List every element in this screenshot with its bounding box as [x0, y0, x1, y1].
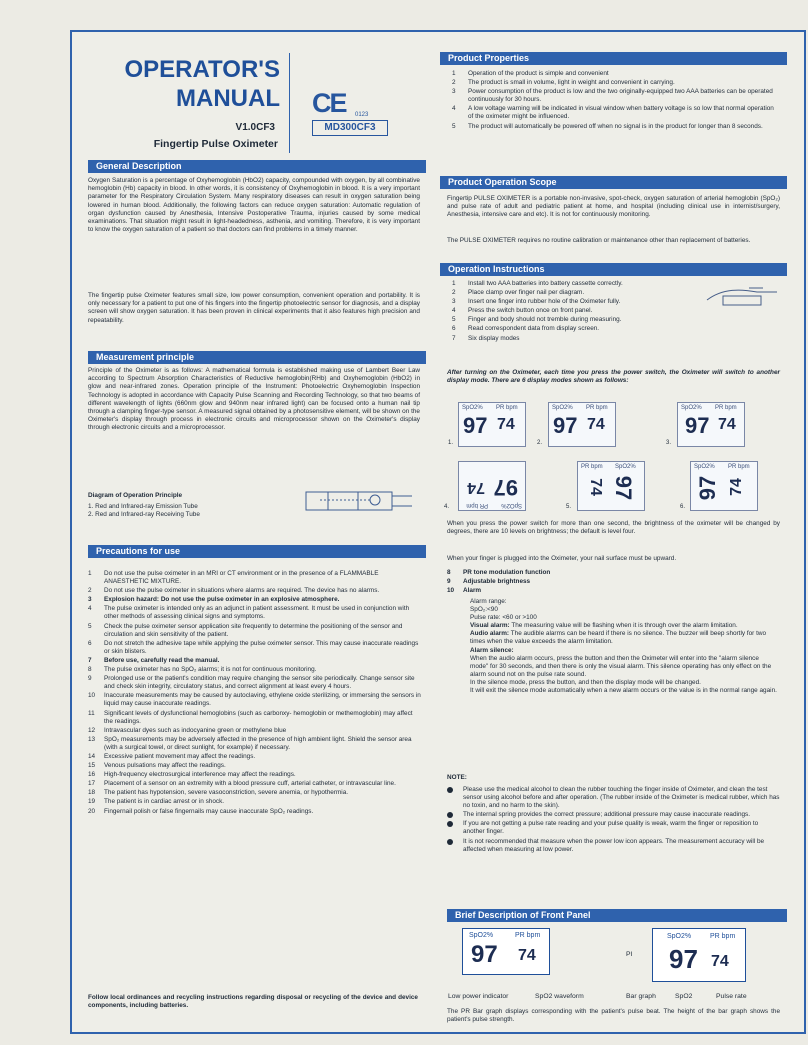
measurement-principle-p1: Principle of the Oximeter is as follows: A mathematical formula is established making use of Lambert Beer Law according to Spectrum Absorption Characteristics of Reductive hemoglobin(RHb) and Oxyhemoglobin (HbO2) in glow and near-infrared zones. Operation principle of the Instrument: Photoelectric Oxyhemoglobin Inspection Technology is adopted in accordance with Capacity Pulse Scanning and Recording Technology, so that two beams of different wavelength of lights (660nm glow and 940nm near infrared light) can be focused onto a human nail tip through a clamping finger-type sensor. A measured signal obtained by a photosensitive element, will be shown on the Oximeter's display through process in electronic circuits and microprocessor shown on the Oximeter's display through electronic circuits and a microprocessor. [88, 367, 420, 432]
measurement-principle-header: Measurement principle [88, 351, 426, 364]
note-item: If you are not getting a pulse rate reading and your pulse quality is weak, warm the finger or reposition to another finger. [447, 820, 780, 836]
instruction-item: 3 Insert one finger into rubber hole of the Oximeter fully. [452, 298, 621, 306]
title-divider [289, 53, 290, 153]
note-item: The internal spring provides the correct pressure; additional pressure may cause inaccurate readings. [447, 811, 780, 819]
instruction-item: 4 Press the switch button once on front panel. [452, 307, 593, 315]
diagram-item-2: 2. Red and Infrared-ray Receiving Tube [88, 511, 200, 519]
front-panel-right-display: SpO2% PR bpm 97 74 [652, 928, 746, 982]
display-label-6: 6. [680, 504, 686, 510]
precaution-item: 7 Before use, carefully read the manual. [88, 656, 220, 664]
precautions-list [88, 570, 422, 817]
precaution-item: 17 Placement of a sensor on an extremity with a blood pressure cuff, arterial catheter, or intravascular line. [88, 780, 396, 788]
display-mode-1: SpO2% PR bpm 97 74 [458, 402, 526, 447]
alarm-spo2: SpO₂:<90 [470, 606, 498, 614]
operation-scope-p2: The PULSE OXIMETER requires no routine calibration or maintenance other than replacement of batteries. [447, 237, 751, 244]
precaution-item: 3 Explosion hazard: Do not use the pulse oximeter in an explosive atmosphere. [88, 596, 340, 604]
precaution-item: 2 Do not use the pulse oximeter in situations where alarms are required. The device has no alarms. [88, 587, 380, 595]
label-pi: PI [626, 951, 633, 958]
notes-list [447, 786, 780, 855]
property-item: 3 Power consumption of the product is low and the two originally-equipped two AAA batteries can be operated continuously for 30 hours. [452, 88, 773, 104]
general-description-header: General Description [88, 160, 426, 173]
operation-instructions-header: Operation Instructions [440, 263, 787, 276]
nail-note: When your finger is plugged into the Oximeter, your nail surface must be upward. [447, 555, 677, 562]
precaution-item: 16 High-frequency electrosurgical interference may affect the readings. [88, 771, 296, 779]
instruction-item: 1 Install two AAA batteries into battery cassette correctly. [452, 280, 623, 287]
display-label-1: 1. [448, 440, 454, 446]
note-title: NOTE: [447, 774, 467, 781]
property-item: 2 The product is small in volume, light in weight and convenient in carrying. [452, 79, 675, 87]
display-mode-3: SpO2% PR bpm 97 74 [677, 402, 745, 447]
precaution-item: 9 Prolonged use or the patient's condition may require changing the sensor site periodically. Change sensor site and check skin integrity, circulatory status, and correct alignment at least every 4 hours. [88, 675, 415, 691]
display-mode-2: SpO2% PR bpm 97 74 [548, 402, 616, 447]
alarm-silence-text2: In the silence mode, press the button, and then the display mode will be changed. [470, 678, 701, 686]
precaution-item: 15 Venous pulsations may affect the readings. [88, 762, 226, 770]
feature-item: 10 Alarm [447, 587, 482, 595]
label-pulse-rate: Pulse rate [716, 993, 747, 1000]
property-item: 1 Operation of the product is simple and convenient [452, 70, 609, 77]
visual-alarm: Visual alarm: The measuring value will be flashing when it is through over the alarm limitation. [470, 622, 738, 630]
precaution-item: 5 Check the pulse oximeter sensor application site frequently to determine the positioning of the sensor and circulation and skin sensitivity of the patient. [88, 622, 403, 638]
note-item: It is not recommended that measure when the power low icon appears. The measurement accuracy will be affected when measuring at low power. [447, 838, 780, 854]
bullet-icon [447, 787, 453, 793]
diagram-items [88, 503, 308, 519]
display-mode-6: SpO2% PR bpm 97 74 [690, 461, 758, 511]
alarm-pulse: Pulse rate: <60 or >100 [470, 614, 537, 622]
feature-item: 8 PR tone modulation function [447, 569, 551, 576]
precaution-item: 1 Do not use the pulse oximeter in an MRI or CT environment or in the presence of a FLAMMABLE ANAESTHETIC MIXTURE. [88, 570, 379, 586]
operation-scope-header: Product Operation Scope [440, 176, 787, 189]
precaution-item: 18 The patient has hypotension, severe vasoconstriction, severe anemia, or hypothermia. [88, 789, 349, 797]
instruction-item: 2 Place clamp over finger nail per diagram. [452, 289, 585, 297]
label-bar-graph: Bar graph [626, 993, 656, 1000]
display-label-3: 3. [666, 440, 672, 446]
instruction-item: 6 Read correspondent data from display screen. [452, 325, 600, 333]
bullet-icon [447, 821, 453, 827]
precaution-item: 13 SpO₂ measurements may be adversely affected in the presence of high ambient light. Shield the sensor area (with a surgical towel, or direct sunlight, for example) if necessary. [88, 735, 412, 751]
title-line-2: MANUAL [176, 85, 280, 112]
front-panel-left-display: SpO2% PR bpm 97 74 [462, 928, 550, 975]
finger-clip-illustration [703, 282, 783, 310]
label-low-power: Low power indicator [448, 993, 509, 1000]
bullet-icon [447, 839, 453, 845]
ce-mark: CE [312, 88, 346, 118]
title-line-1: OPERATOR'S [124, 56, 280, 83]
display-label-5: 5. [566, 504, 572, 510]
label-spo2: SpO2 [675, 993, 693, 1000]
precaution-item: 8 The pulse oximeter has no SpO₂ alarms; it is not for continuous monitoring. [88, 666, 317, 674]
ce-number: 0123 [355, 112, 369, 118]
product-properties-header: Product Properties [440, 52, 787, 65]
disposal-note: Follow local ordinances and recycling instructions regarding disposal or recycling of the device and device components, including batteries. [88, 994, 418, 1010]
sensor-diagram [300, 482, 420, 524]
alarm-range-label: Alarm range: [470, 598, 507, 605]
diagram-item-1: 1. Red and Infrared-ray Emission Tube [88, 503, 198, 510]
version-label: V1.0CF3 [235, 122, 275, 133]
audio-alarm: Audio alarm: The audible alarms can be heard if there is no silence. The buzzer will beep shortly for two times when the value exceeds the alarm limitation. [470, 630, 767, 646]
brightness-note: When you press the power switch for more than one second, the brightness of the oximeter will be changed by degrees, there are 10 levels on brightness; the default is level four. [447, 520, 780, 536]
precaution-item: 10 Inaccurate measurements may be caused by autoclaving, ethylene oxide sterilizing, or immersing the sensors in liquid may cause inaccurate readings. [88, 692, 421, 708]
product-name: Fingertip Pulse Oximeter [153, 138, 278, 150]
manual-title [95, 55, 280, 113]
precaution-item: 14 Excessive patient movement may affect the readings. [88, 752, 256, 760]
label-spo2-waveform: SpO2 waveform [535, 993, 584, 1000]
alarm-silence-text1: When the audio alarm occurs, press the button and then the Oximeter will enter into the "alarm silence mode" for 30 seconds, and then there is only the visual alarm. This silence operating has only effect on the alarm sound not on the pulse rate sound. [470, 654, 772, 678]
feature-item: 9 Adjustable brightness [447, 578, 531, 586]
general-description-p1: Oxygen Saturation is a percentage of Oxyhemoglobin (HbO2) capacity, compounded with oxygen, by all combinative hemoglobin (Hb) capacity in blood. In other words, it is consistency of Oxyhemoglobin in blood. It is a very important parameter for the Respiratory Circulation System. Many respiratory diseases can result in oxygen saturation being lowered in human blood. Additionally, the following factors can reduce oxygen saturation: Automatic regulation of organ dysfunction caused by Anesthesia, Intensive Postoperative Trauma, injuries caused by some medical examinations. That situation might result in light-headedness, asthenia, and vomiting. Therefore, it is very important to know the oxygen saturation of a patient so that doctors can find problems in a timely manner. [88, 177, 420, 234]
operation-instructions-list [452, 280, 702, 344]
alarm-silence-text3: It will exit the silence mode automatically when a new alarm occurs or the value is in the normal range again. [470, 687, 777, 695]
precaution-item: 20 Fingernail polish or false fingernails may cause inaccurate SpO₂ readings. [88, 807, 314, 815]
display-label-4: 4. [444, 504, 450, 510]
precaution-item: 12 Intravascular dyes such as indocyanine green or methylene blue [88, 726, 287, 734]
precaution-item: 19 The patient is in cardiac arrest or in shock. [88, 798, 225, 806]
display-mode-note: After turning on the Oximeter, each time you press the power switch, the Oximeter will switch to another display mode. There are 6 display modes shown as follows: [447, 369, 780, 385]
property-item: 5 The product will automatically be powered off when no signal is in the product for longer than 8 seconds. [452, 122, 763, 130]
general-description-p2: The fingertip pulse Oximeter features small size, low power consumption, convenient operation and portability. It is only necessary for a patient to put one of his fingers into the fingertip photoelectric sensor for diagnosis, and a display screen will show oxygen saturation. It has been proven in clinical experiments that it also features high precision and repeatability. [88, 292, 420, 324]
operation-scope-p1: Fingertip PULSE OXIMETER is a portable non-invasive, spot-check, oxygen saturation of arterial hemoglobin (SpO₂) and pulse rate of adult and pediatric patient at home, and hospital (including clinical use in internist/surgery, Anesthesia, intensive care and etc). It is not for continuously monitoring. [447, 195, 780, 219]
display-label-2: 2. [537, 440, 543, 446]
alarm-details [470, 598, 777, 695]
model-box: MD300CF3 [312, 120, 388, 136]
front-panel-header: Brief Description of Front Panel [447, 909, 787, 922]
instruction-item: 5 Finger and body should not tremble during measuring. [452, 316, 622, 324]
precautions-header: Precautions for use [88, 545, 426, 558]
property-item: 4 A low voltage warning will be indicated in visual window when battery voltage is so low that normal operation of the oximeter might be influenced. [452, 105, 774, 121]
precaution-item: 11 Significant levels of dysfunctional hemoglobins (such as carbonxy- hemoglobin or methemoglobin) may affect the readings. [88, 709, 413, 725]
front-panel-footer: The PR Bar graph displays corresponding with the patient's pulse beat. The height of the bar graph shows the patient's pulse strength. [447, 1008, 780, 1024]
alarm-silence-title: Alarm silence: [470, 646, 514, 654]
diagram-title: Diagram of Operation Principle [88, 492, 183, 499]
precaution-item: 4 The pulse oximeter is intended only as an adjunct in patient assessment. It must be used in conjunction with other methods of assessing clinical signs and symptoms. [88, 605, 410, 621]
product-properties-list [452, 70, 780, 132]
display-mode-5: PR bpm SpO2% 74 97 [577, 461, 645, 511]
precaution-item: 6 Do not stretch the adhesive tape while applying the pulse oximeter sensor. This may cause inaccurate readings or skin blisters. [88, 639, 419, 655]
display-mode-4: SpO2% PR bpm 97 74 [458, 461, 526, 511]
feature-list [447, 569, 780, 596]
bullet-icon [447, 812, 453, 818]
note-item: Please use the medical alcohol to clean the rubber touching the finger inside of Oximeter, and clean the test sensor using alcohol before and after operation. (The rubber inside of the Oximeter is medical rubber, which has no toxin, and no harm to the skin). [447, 786, 780, 810]
instruction-item: 7 Six display modes [452, 334, 520, 342]
